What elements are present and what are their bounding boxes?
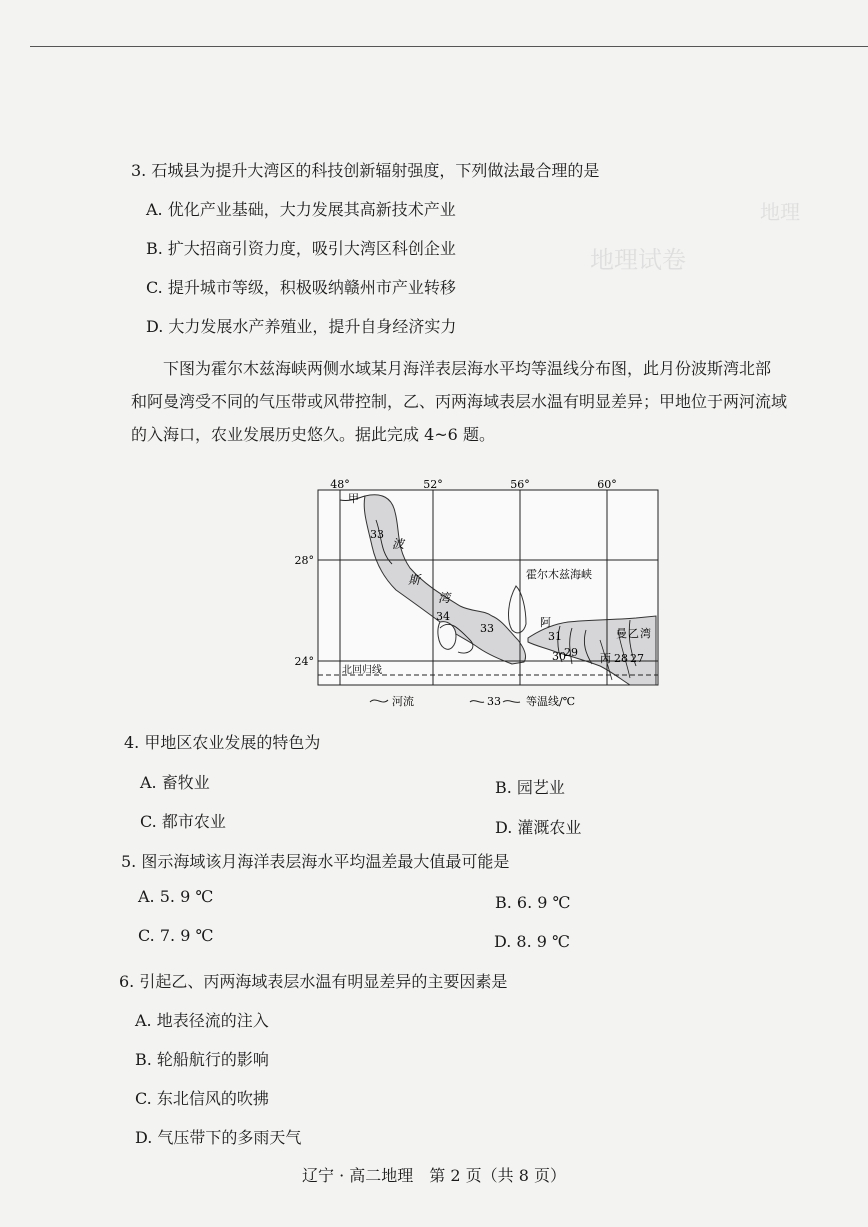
map-label-si: 斯: [408, 573, 421, 587]
question-4-option-b: B. 园艺业: [495, 778, 565, 797]
isotherm-value: 34: [436, 610, 450, 623]
question-6-option-b: B. 轮船航行的影响: [135, 1050, 269, 1069]
question-5-option-a: A. 5. 9 ℃: [138, 887, 214, 906]
map-label-strait: 霍尔木兹海峡: [526, 568, 592, 581]
lon-label-56: 56°: [510, 478, 530, 491]
intro-line-1: 下图为霍尔木兹海峡两侧水域某月海洋表层海水平均等温线分布图，此月份波斯湾北部: [163, 359, 772, 378]
question-6-option-c: C. 东北信风的吹拂: [135, 1089, 269, 1108]
question-4-option-c: C. 都市农业: [140, 812, 226, 831]
question-4-option-a: A. 畜牧业: [140, 773, 210, 792]
isotherm-value: 27: [630, 652, 644, 665]
question-5-option-d: D. 8. 9 ℃: [494, 932, 570, 951]
legend-isotherm-symbol: [470, 701, 484, 703]
question-5-option-b: B. 6. 9 ℃: [495, 893, 571, 912]
lat-label-28: 28°: [294, 554, 314, 567]
material-intro: [131, 352, 821, 451]
isotherm-value: 31: [548, 630, 562, 643]
lon-label-60: 60°: [597, 478, 617, 491]
lat-label-24: 24°: [294, 655, 314, 668]
question-6-option-a: A. 地表径流的注入: [135, 1011, 269, 1030]
map-label-yi: 乙: [628, 627, 639, 640]
isotherm-map-svg: [294, 478, 680, 715]
question-3-option-c: C. 提升城市等级，积极吸纳赣州市产业转移: [146, 278, 456, 297]
question-5-stem: 5. 图示海域该月海洋表层海水平均温差最大值最可能是: [121, 852, 510, 871]
question-6-option-d: D. 气压带下的多雨天气: [135, 1128, 302, 1147]
question-3-option-d: D. 大力发展水产养殖业，提升自身经济实力: [146, 317, 457, 336]
legend-isotherm-value: 33: [487, 695, 501, 708]
isotherm-map: [294, 478, 680, 715]
isotherm-value: 29: [564, 646, 578, 659]
lon-label-52: 52°: [423, 478, 443, 491]
question-3-stem: 3. 石城县为提升大湾区的科技创新辐射强度，下列做法最合理的是: [131, 161, 600, 180]
page-footer: 辽宁 · 高二地理 第 2 页（共 8 页）: [302, 1166, 566, 1185]
map-label-man: 曼: [616, 627, 627, 640]
map-label-bo: 波: [392, 537, 405, 551]
question-5-option-c: C. 7. 9 ℃: [138, 926, 214, 945]
question-4-stem: 4. 甲地区农业发展的特色为: [124, 733, 321, 752]
legend-river-label: 河流: [392, 695, 414, 708]
isotherm-value: 33: [480, 622, 494, 635]
lon-label-48: 48°: [330, 478, 350, 491]
isotherm-value: 33: [370, 528, 384, 541]
question-4-option-d: D. 灌溉农业: [495, 818, 582, 837]
map-label-wan: 湾: [438, 591, 451, 605]
legend-river-symbol: [370, 700, 388, 702]
question-3-option-a: A. 优化产业基础，大力发展其高新技术产业: [146, 200, 456, 219]
map-label-bing: 丙: [600, 652, 611, 665]
isotherm-value: 30: [552, 650, 566, 663]
bleed-through-text: 地理: [760, 200, 800, 224]
isotherm-value: 28: [614, 652, 628, 665]
map-label-wan2: 湾: [640, 627, 651, 640]
question-6-stem: 6. 引起乙、丙两海域表层水温有明显差异的主要因素是: [119, 972, 508, 991]
page-top-rule: [30, 46, 868, 47]
intro-line-2: 和阿曼湾受不同的气压带或风带控制，乙、丙两海域表层水温有明显差异；甲地位于两河流域: [131, 392, 788, 411]
question-3-option-b: B. 扩大招商引资力度，吸引大湾区科创企业: [146, 239, 456, 258]
legend-isotherm-label: 等温线/℃: [526, 695, 576, 708]
intro-line-3: 的入海口，农业发展历史悠久。据此完成 4~6 题。: [131, 425, 495, 444]
map-label-a: 阿: [540, 616, 551, 629]
legend-isotherm-symbol: [503, 701, 520, 703]
map-label-tropic: 北回归线: [342, 665, 382, 676]
bleed-through-text: 地理试卷: [590, 246, 686, 274]
map-label-jia: 甲: [348, 492, 359, 505]
